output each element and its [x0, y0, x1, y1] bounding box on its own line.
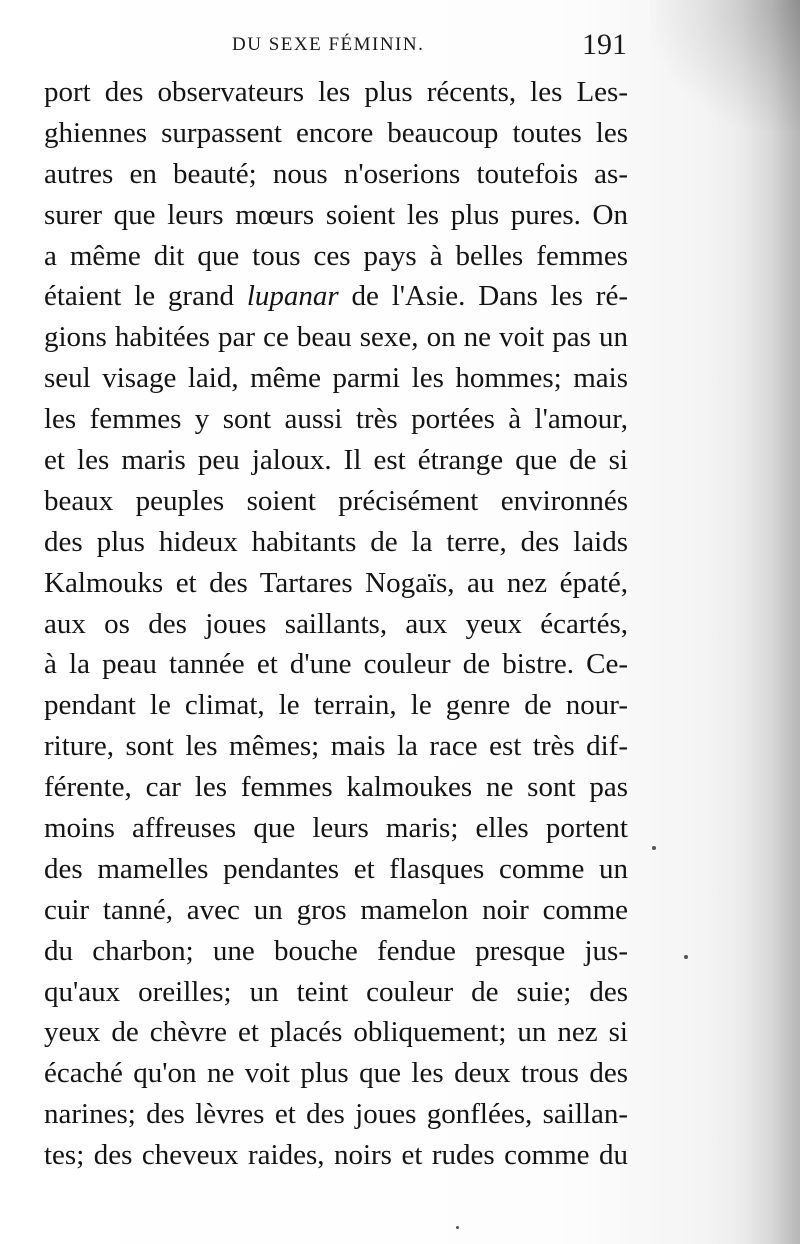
ink-speck: [652, 846, 656, 850]
page-corner-shade: [650, 0, 800, 130]
text-line: du charbon; une bouche fendue presque jus-: [44, 934, 628, 967]
ink-speck: [456, 1226, 459, 1229]
body-text: [44, 72, 628, 1176]
page-number: 191: [582, 28, 627, 61]
text-line: gions habitées par ce beau sexe, on ne voit pas un: [44, 321, 628, 354]
text-line: port des observateurs les plus récents, les Les-: [44, 76, 628, 108]
text-line: beaux peuples soient précisément environnés: [44, 484, 628, 517]
text-line: les femmes y sont aussi très portées à l'amour,: [44, 403, 628, 436]
text-line: autres en beauté; nous n'oserions toutefois as-: [44, 157, 628, 190]
text-line: des mamelles pendantes et flasques comme un: [44, 852, 628, 885]
text-line: yeux de chèvre et placés obliquement; un nez si: [44, 1016, 628, 1049]
text-line: pendant le climat, le terrain, le genre de nour-: [44, 689, 628, 722]
text-line: riture, sont les mêmes; mais la race est très dif-: [44, 730, 628, 763]
text-line: tes; des cheveux raides, noirs et rudes comme du: [44, 1139, 628, 1172]
text-line: des plus hideux habitants de la terre, des laids: [44, 525, 628, 558]
text-line: a même dit que tous ces pays à belles femmes: [44, 239, 628, 272]
text-line: qu'aux oreilles; un teint couleur de suie; des: [44, 975, 628, 1008]
text-line: férente, car les femmes kalmoukes ne sont pas: [44, 771, 628, 804]
text-line: et les maris peu jaloux. Il est étrange que de si: [44, 444, 628, 477]
text-line: écaché qu'on ne voit plus que les deux trous des: [44, 1057, 628, 1090]
text-line: Kalmouks et des Tartares Nogaïs, au nez épaté,: [44, 566, 628, 599]
text-line: narines; des lèvres et des joues gonflées, saillan-: [44, 1098, 628, 1131]
text-line: surer que leurs mœurs soient les plus pures. On: [44, 198, 628, 231]
ink-speck: [684, 955, 688, 959]
text-line: seul visage laid, même parmi les hommes; mais: [44, 362, 628, 395]
page-edge-shadow: [740, 0, 800, 1244]
text-line: cuir tanné, avec un gros mamelon noir comme: [44, 893, 628, 926]
text-line: à la peau tannée et d'une couleur de bistre. Ce-: [44, 648, 628, 681]
running-title: DU SEXE FÉMININ.: [232, 34, 425, 55]
text-line: ghiennes surpassent encore beaucoup toutes les: [44, 116, 628, 149]
text-line: moins affreuses que leurs maris; elles portent: [44, 812, 628, 845]
text-line: étaient le grand lupanar de l'Asie. Dans les ré-: [44, 280, 628, 313]
text-line: aux os des joues saillants, aux yeux écartés,: [44, 607, 628, 640]
